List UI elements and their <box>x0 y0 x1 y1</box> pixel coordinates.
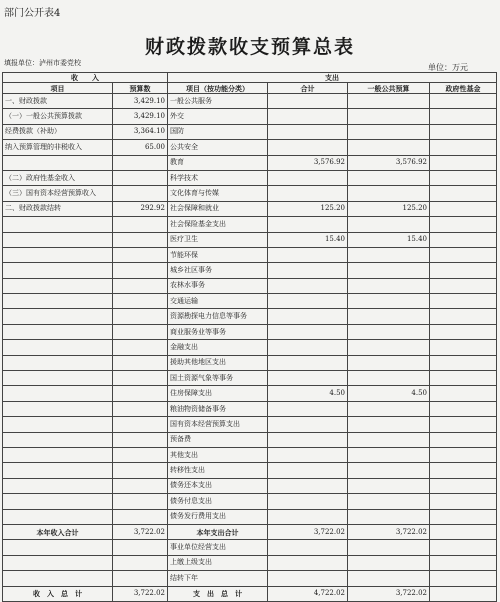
expense-total <box>268 463 348 478</box>
expense-general <box>348 371 430 386</box>
income-item <box>3 401 113 416</box>
income-header: 收 入 <box>3 73 168 83</box>
expense-fund <box>430 263 497 278</box>
table-row <box>3 155 497 170</box>
summary-expense-fund <box>430 524 497 539</box>
summary-expense-label: 支 出 总 计 <box>168 586 268 601</box>
expense-fund <box>430 94 497 109</box>
expense-general <box>348 509 430 524</box>
col-budget: 预算数 <box>113 83 168 94</box>
table-row <box>3 278 497 293</box>
income-value <box>113 447 168 462</box>
expense-general <box>348 263 430 278</box>
summary-income-value: 3,722.02 <box>113 586 168 601</box>
income-value <box>113 324 168 339</box>
summary-income-label <box>3 571 113 586</box>
income-item <box>3 217 113 232</box>
table-row <box>3 509 497 524</box>
expense-fund <box>430 478 497 493</box>
col-fund: 政府性基金 <box>430 83 497 94</box>
expense-general <box>348 432 430 447</box>
expense-total: 15.40 <box>268 232 348 247</box>
summary-expense-fund <box>430 571 497 586</box>
expense-item: 教育 <box>168 155 268 170</box>
income-value <box>113 186 168 201</box>
expense-item: 社会保障和就业 <box>168 201 268 216</box>
expense-item: 科学技术 <box>168 170 268 185</box>
income-item: （二）政府性基金收入 <box>3 170 113 185</box>
expense-fund <box>430 155 497 170</box>
table-row <box>3 324 497 339</box>
income-value <box>113 340 168 355</box>
expense-fund <box>430 109 497 124</box>
expense-general <box>348 247 430 262</box>
table-row <box>3 201 497 216</box>
expense-general <box>348 94 430 109</box>
expense-total: 125.20 <box>268 201 348 216</box>
expense-total <box>268 494 348 509</box>
expense-fund <box>430 278 497 293</box>
income-item: 纳入预算管理的非税收入 <box>3 140 113 155</box>
summary-expense-fund <box>430 555 497 570</box>
expense-general: 3,576.92 <box>348 155 430 170</box>
income-item <box>3 371 113 386</box>
income-value <box>113 371 168 386</box>
summary-income-value <box>113 555 168 570</box>
expense-general: 125.20 <box>348 201 430 216</box>
income-item <box>3 432 113 447</box>
income-item <box>3 386 113 401</box>
income-value: 292.92 <box>113 201 168 216</box>
income-item <box>3 263 113 278</box>
expense-total <box>268 324 348 339</box>
table-row <box>3 294 497 309</box>
table-row <box>3 94 497 109</box>
expense-total <box>268 94 348 109</box>
summary-income-value: 3,722.02 <box>113 524 168 539</box>
expense-item: 债务付息支出 <box>168 494 268 509</box>
expense-item: 医疗卫生 <box>168 232 268 247</box>
income-item <box>3 447 113 462</box>
expense-total <box>268 309 348 324</box>
summary-expense-total <box>268 555 348 570</box>
col-total: 合计 <box>268 83 348 94</box>
expense-total <box>268 294 348 309</box>
expense-item: 其他支出 <box>168 447 268 462</box>
summary-expense-total <box>268 571 348 586</box>
summary-expense-general <box>348 571 430 586</box>
reporting-unit: 填报单位：泸州市委党校 <box>4 59 81 67</box>
expense-general <box>348 217 430 232</box>
expense-fund <box>430 309 497 324</box>
summary-income-label <box>3 555 113 570</box>
summary-expense-label: 上缴上级支出 <box>168 555 268 570</box>
income-item: 一、财政拨款 <box>3 94 113 109</box>
summary-expense-general <box>348 555 430 570</box>
section-header-row <box>3 73 497 83</box>
income-value: 3,429.10 <box>113 109 168 124</box>
summary-expense-total: 3,722.02 <box>268 524 348 539</box>
summary-income-label: 收 入 总 计 <box>3 586 113 601</box>
expense-fund <box>430 201 497 216</box>
expense-fund <box>430 247 497 262</box>
expense-general <box>348 401 430 416</box>
expense-item: 国土资源气象等事务 <box>168 371 268 386</box>
income-total-row <box>3 524 497 539</box>
expense-total <box>268 371 348 386</box>
expense-fund <box>430 447 497 462</box>
expense-fund <box>430 386 497 401</box>
expense-item: 公共安全 <box>168 140 268 155</box>
page-title: 财政拨款收支预算总表 <box>144 36 355 58</box>
expense-item: 交通运输 <box>168 294 268 309</box>
expense-total <box>268 432 348 447</box>
income-value <box>113 263 168 278</box>
income-value <box>113 355 168 370</box>
expense-total <box>268 124 348 139</box>
income-item: 二、财政拨款结转 <box>3 201 113 216</box>
income-item <box>3 355 113 370</box>
expense-item: 援助其他地区支出 <box>168 355 268 370</box>
expense-total <box>268 140 348 155</box>
expense-total: 3,576.92 <box>268 155 348 170</box>
income-value <box>113 278 168 293</box>
summary-expense-label: 事业单位经营支出 <box>168 540 268 555</box>
expense-general <box>348 494 430 509</box>
income-value: 65.00 <box>113 140 168 155</box>
expense-item: 住房保障支出 <box>168 386 268 401</box>
expense-general <box>348 447 430 462</box>
income-item <box>3 309 113 324</box>
income-value <box>113 509 168 524</box>
expense-fund <box>430 294 497 309</box>
expense-general <box>348 294 430 309</box>
expense-total <box>268 170 348 185</box>
carry-row <box>3 571 497 586</box>
expense-item: 节能环保 <box>168 247 268 262</box>
expense-item: 外交 <box>168 109 268 124</box>
table-row <box>3 355 497 370</box>
col-exp-item: 项目（按功能分类） <box>168 83 268 94</box>
table-row <box>3 263 497 278</box>
summary-expense-label: 本年支出合计 <box>168 524 268 539</box>
income-item: （一）一般公共预算拨款 <box>3 109 113 124</box>
table-row <box>3 417 497 432</box>
expense-total <box>268 278 348 293</box>
expense-fund <box>430 494 497 509</box>
expense-total <box>268 417 348 432</box>
expense-item: 文化体育与传媒 <box>168 186 268 201</box>
expense-fund <box>430 217 497 232</box>
expense-general: 15.40 <box>348 232 430 247</box>
income-value <box>113 309 168 324</box>
expense-item: 一般公共服务 <box>168 94 268 109</box>
expense-item: 债务发行费用支出 <box>168 509 268 524</box>
expense-general <box>348 170 430 185</box>
table-row <box>3 217 497 232</box>
summary-income-label: 本年收入合计 <box>3 524 113 539</box>
expense-total: 4.50 <box>268 386 348 401</box>
table-code-label: 部门公开表4 <box>4 8 61 19</box>
expense-general <box>348 355 430 370</box>
income-value <box>113 247 168 262</box>
income-item <box>3 247 113 262</box>
income-item <box>3 463 113 478</box>
table-row <box>3 140 497 155</box>
income-item <box>3 509 113 524</box>
income-item <box>3 340 113 355</box>
expense-item: 商业服务业等事务 <box>168 324 268 339</box>
expense-fund <box>430 324 497 339</box>
income-value <box>113 401 168 416</box>
expense-total <box>268 247 348 262</box>
income-value <box>113 463 168 478</box>
income-value <box>113 155 168 170</box>
table-row <box>3 401 497 416</box>
summary-expense-general <box>348 540 430 555</box>
income-item: 经费拨款（补助） <box>3 124 113 139</box>
expense-item: 金融支出 <box>168 340 268 355</box>
income-value <box>113 294 168 309</box>
expense-item: 预备费 <box>168 432 268 447</box>
income-value <box>113 170 168 185</box>
expense-fund <box>430 140 497 155</box>
expense-general <box>348 324 430 339</box>
table-row <box>3 386 497 401</box>
expense-general <box>348 140 430 155</box>
summary-expense-label: 结转下年 <box>168 571 268 586</box>
income-value <box>113 432 168 447</box>
expense-fund <box>430 417 497 432</box>
income-item <box>3 232 113 247</box>
summary-expense-total: 4,722.02 <box>268 586 348 601</box>
table-row <box>3 340 497 355</box>
expense-fund <box>430 186 497 201</box>
col-item: 项目 <box>3 83 113 94</box>
summary-expense-fund <box>430 540 497 555</box>
income-item <box>3 478 113 493</box>
expense-general <box>348 124 430 139</box>
summary-expense-general: 3,722.02 <box>348 524 430 539</box>
expense-general <box>348 278 430 293</box>
expense-total <box>268 355 348 370</box>
expense-general <box>348 478 430 493</box>
income-value <box>113 386 168 401</box>
table-row <box>3 232 497 247</box>
table-row <box>3 247 497 262</box>
expense-fund <box>430 355 497 370</box>
income-item <box>3 294 113 309</box>
table-row <box>3 432 497 447</box>
expense-item: 资源勘探电力信息等事务 <box>168 309 268 324</box>
expense-total <box>268 509 348 524</box>
expense-total <box>268 217 348 232</box>
table-row <box>3 463 497 478</box>
grand-total-row <box>3 586 497 601</box>
income-value <box>113 417 168 432</box>
table-row <box>3 371 497 386</box>
expense-total <box>268 478 348 493</box>
expense-fund <box>430 371 497 386</box>
income-value: 3,364.10 <box>113 124 168 139</box>
income-value: 3,429.10 <box>113 94 168 109</box>
expense-fund <box>430 170 497 185</box>
income-item <box>3 155 113 170</box>
expense-item: 转移性支出 <box>168 463 268 478</box>
expense-general: 4.50 <box>348 386 430 401</box>
summary-income-value <box>113 571 168 586</box>
expense-header: 支出 <box>168 73 497 83</box>
summary-expense-total <box>268 540 348 555</box>
income-value <box>113 478 168 493</box>
expense-total <box>268 186 348 201</box>
income-value <box>113 217 168 232</box>
column-header-row <box>3 83 497 94</box>
expense-item: 债务还本支出 <box>168 478 268 493</box>
expense-fund <box>430 340 497 355</box>
col-general: 一般公共预算 <box>348 83 430 94</box>
summary-expense-fund <box>430 586 497 601</box>
expense-item: 城乡社区事务 <box>168 263 268 278</box>
budget-table <box>2 72 497 602</box>
expense-general <box>348 186 430 201</box>
table-row <box>3 309 497 324</box>
income-item: （三）国有资本经营预算收入 <box>3 186 113 201</box>
table-row <box>3 124 497 139</box>
summary-income-label <box>3 540 113 555</box>
expense-general <box>348 340 430 355</box>
income-item <box>3 494 113 509</box>
carry-row <box>3 555 497 570</box>
expense-fund <box>430 124 497 139</box>
expense-item: 国有资本经营预算支出 <box>168 417 268 432</box>
expense-total <box>268 109 348 124</box>
expense-fund <box>430 463 497 478</box>
expense-fund <box>430 401 497 416</box>
expense-fund <box>430 432 497 447</box>
expense-general <box>348 309 430 324</box>
income-value <box>113 494 168 509</box>
summary-expense-general: 3,722.02 <box>348 586 430 601</box>
expense-fund <box>430 509 497 524</box>
expense-total <box>268 340 348 355</box>
expense-item: 国防 <box>168 124 268 139</box>
expense-general <box>348 109 430 124</box>
income-item <box>3 417 113 432</box>
expense-general <box>348 463 430 478</box>
summary-income-value <box>113 540 168 555</box>
carry-row <box>3 540 497 555</box>
currency-unit: 单位：万元 <box>428 63 468 72</box>
expense-fund <box>430 232 497 247</box>
table-row <box>3 186 497 201</box>
expense-item: 粮油物资储备事务 <box>168 401 268 416</box>
expense-item: 农林水事务 <box>168 278 268 293</box>
table-row <box>3 494 497 509</box>
income-item <box>3 324 113 339</box>
table-row <box>3 478 497 493</box>
expense-total <box>268 447 348 462</box>
income-value <box>113 232 168 247</box>
expense-general <box>348 417 430 432</box>
table-row <box>3 170 497 185</box>
table-row <box>3 447 497 462</box>
income-item <box>3 278 113 293</box>
expense-total <box>268 401 348 416</box>
expense-item: 社会保险基金支出 <box>168 217 268 232</box>
expense-total <box>268 263 348 278</box>
table-row <box>3 109 497 124</box>
